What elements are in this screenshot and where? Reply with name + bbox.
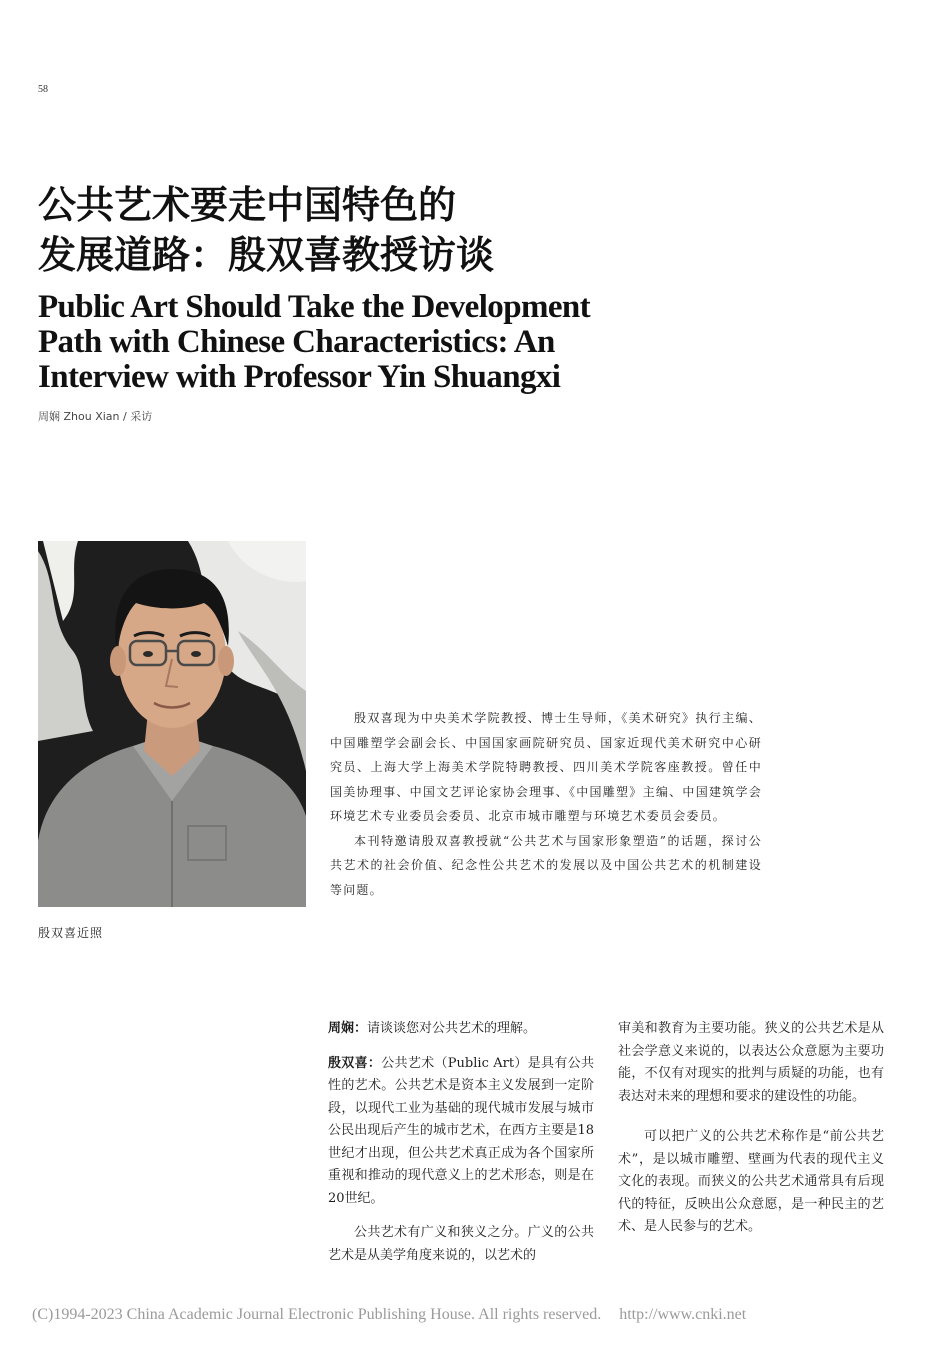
footer-copyright bbox=[32, 1306, 746, 1324]
article-title-english bbox=[38, 290, 678, 395]
copyright-text: (C)1994-2023 China Academic Journal Electronic Publishing House. All rights reserved. bbox=[32, 1306, 602, 1323]
interview-column-left bbox=[328, 1018, 594, 1279]
page-number: 58 bbox=[38, 84, 48, 95]
photo-caption: 殷双喜近照 bbox=[38, 926, 104, 940]
portrait-photo bbox=[38, 541, 306, 907]
question-1-text: 请谈谈您对公共艺术的理解。 bbox=[367, 1021, 537, 1036]
intro-paragraph-1: 殷双喜现为中央美术学院教授、博士生导师，《美术研究》执行主编、中国雕塑学会副会长、中国国家画院研究员、国家近现代美术研究中心研究员、上海大学上海美术学院特聘教授、四川美术学院客座教授。曾任中国美协理事、中国文艺评论家协会理事、《中国雕塑》主编、中国建筑学会环境艺术专业委员会委员、北京市城市雕塑与环境艺术委员会委员。 bbox=[330, 711, 762, 823]
byline: 周娴 Zhou Xian / 采访 bbox=[38, 410, 153, 423]
intro-paragraph-2: 本刊特邀请殷双喜教授就“公共艺术与国家形象塑造”的话题，探讨公共艺术的社会价值、纪念性公共艺术的发展以及中国公共艺术的机制建设等问题。 bbox=[330, 833, 762, 897]
answer-1-text: 公共艺术（Public Art）是具有公共性的艺术。公共艺术是资本主义发展到一定阶段，以现代工业为基础的现代城市发展与城市公民出现后产生的城市艺术，在西方主要是18世纪才出现，但公共艺术真正成为各个国家所重视和推动的现代意义上的艺术形态，则是在20世纪。 bbox=[328, 1055, 594, 1206]
interview-column-right bbox=[618, 1018, 884, 1251]
title-en-line-1: Public Art Should Take the Development bbox=[38, 289, 591, 325]
question-1 bbox=[328, 1018, 594, 1041]
title-zh-line-1: 公共艺术要走中国特色的 bbox=[38, 183, 457, 227]
interviewee-name: 殷双喜： bbox=[328, 1055, 382, 1071]
answer-1 bbox=[328, 1053, 594, 1211]
title-en-line-3: Interview with Professor Yin Shuangxi bbox=[38, 359, 561, 395]
title-zh-line-2: 发展道路：殷双喜教授访谈 bbox=[38, 233, 495, 277]
answer-1-paragraph-3: 可以把广义的公共艺术称作是“前公共艺术”，是以城市雕塑、壁画为代表的现代主义文化的表现。而狭义的公共艺术通常具有后现代的特征，反映出公众意愿，是一种民主的艺术、是人民参与的艺术。 bbox=[618, 1129, 884, 1234]
article-title-chinese bbox=[38, 180, 658, 280]
author-introduction bbox=[330, 706, 762, 902]
interviewer-name: 周娴： bbox=[328, 1021, 368, 1036]
title-en-line-2: Path with Chinese Characteristics: An bbox=[38, 324, 555, 360]
answer-1-paragraph-2-continued: 审美和教育为主要功能。狭义的公共艺术是从社会学意义来说的，以表达公众意愿为主要功能，不仅有对现实的批判与质疑的功能，也有表达对未来的理想和要求的建设性的功能。 bbox=[618, 1021, 884, 1104]
answer-1-paragraph-2: 公共艺术有广义和狭义之分。广义的公共艺术是从美学角度来说的，以艺术的 bbox=[328, 1225, 594, 1263]
cnki-url[interactable]: http://www.cnki.net bbox=[619, 1306, 747, 1323]
